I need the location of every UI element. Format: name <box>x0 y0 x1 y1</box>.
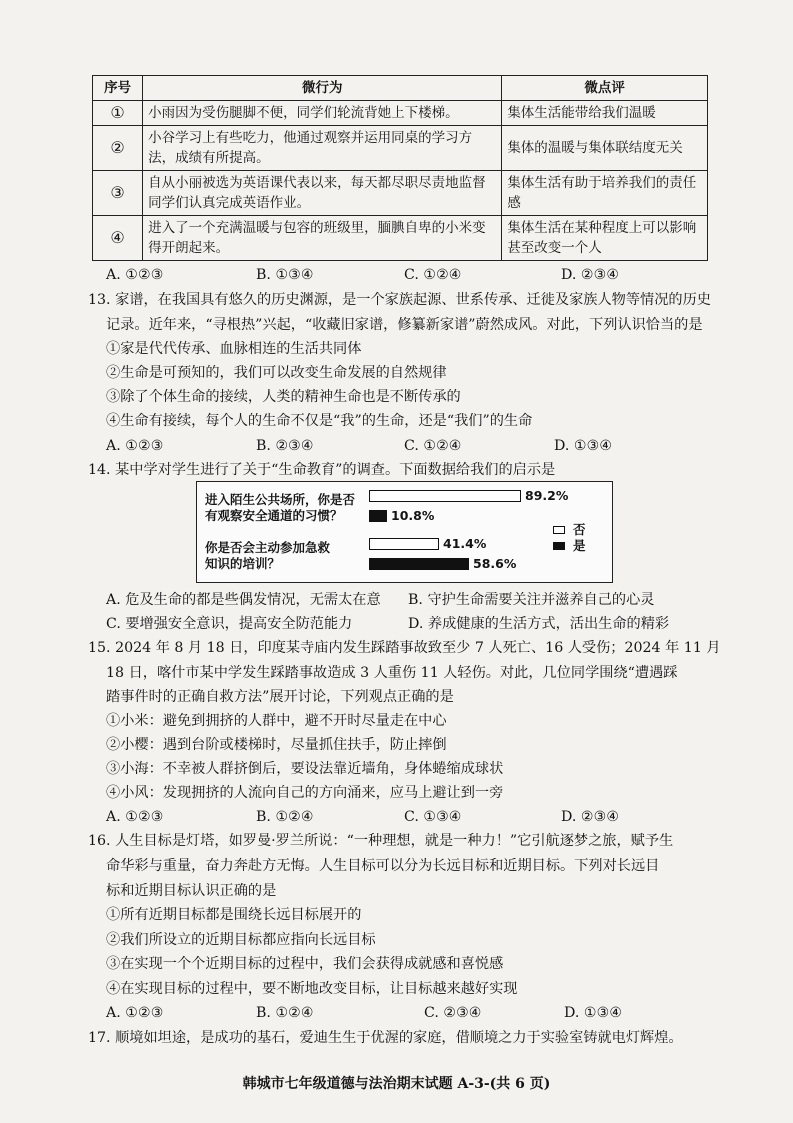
bar-no-q2 <box>369 538 439 550</box>
bar-yes-q1 <box>369 510 387 522</box>
q13-statement-3: ③除了个体生命的接续，人类的精神生命也是不断传承的 <box>106 389 461 405</box>
option-a: A. ①②③ <box>106 267 164 283</box>
q17-stem: 17. 顺境如坦途，是成功的基石，爱迪生生于优渥的家庭，借顺境之力于实验室铸就电灯辉煌。 <box>88 1030 683 1046</box>
row-action: 进入了一个充满温暖与包容的班级里，腼腆自卑的小米变得开朗起来。 <box>143 216 502 261</box>
q14-stem: 14. 某中学对学生进行了关于“生命教育”的调查。下面数据给我们的启示是 <box>88 462 556 478</box>
option-a: A. ①②③ <box>106 809 164 825</box>
q16-stem-line1: 16. 人生目标是灯塔，如罗曼·罗兰所说：“一种理想，就是一种力！”它引航逐梦之旅，赋予生 <box>88 833 674 849</box>
option-a: A. ①②③ <box>106 438 164 454</box>
behavior-table <box>92 75 708 261</box>
q13-statement-4: ④生命有接续，每个人的生命不仅是“我”的生命，还是“我们”的生命 <box>106 413 533 429</box>
option-a: A. ①②③ <box>106 1005 164 1021</box>
q16-statement-1: ①所有近期目标都是围绕长远目标展开的 <box>106 907 362 923</box>
q16-stem-line3: 标和近期目标认识正确的是 <box>106 883 277 899</box>
q13-stem-line1: 13. 家谱，在我国具有悠久的历史渊源，是一个家族起源、世系传承、迁徙及家族人物等情况的历史 <box>88 292 711 308</box>
q15-statement-1: ①小米：避免到拥挤的人群中，避不开时尽量走在中心 <box>106 713 447 729</box>
bar-no-q1 <box>369 490 521 502</box>
table-row <box>93 126 708 171</box>
row-number: ② <box>93 126 143 171</box>
q16-stem-line2: 命华彩与重量，奋力奔赴方无悔。人生目标可以分为长远目标和近期目标。下列对长远目 <box>106 858 660 874</box>
q14-option-c: C. 要增强安全意识，提高安全防范能力 <box>106 616 353 632</box>
chart-category-label <box>205 540 330 572</box>
bar-yes-q2 <box>369 558 469 570</box>
option-c: C. ①②④ <box>404 438 462 454</box>
row-comment: 集体生活有助于培养我们的责任感 <box>502 171 708 216</box>
row-comment: 集体的温暖与集体联结度无关 <box>502 126 708 171</box>
page-footer: 韩城市七年级道德与法治期末试题 A-3-(共 6 页) <box>242 1076 551 1092</box>
option-d: D. ①③④ <box>554 438 613 454</box>
row-action: 自从小丽被选为英语课代表以来，每天都尽职尽责地监督同学们认真完成英语作业。 <box>143 171 502 216</box>
category-line: 进入陌生公共场所，你是否 <box>205 492 356 507</box>
legend-label-yes: 是 <box>573 538 586 553</box>
q15-stem-line1: 15. 2024 年 8 月 18 日，印度某寺庙内发生踩踏事故致至少 7 人死亡、16 人受伤；2024 年 11 月 <box>88 640 721 656</box>
q15-stem-line3: 踏事件时的正确自救方法”展开讨论，下列观点正确的是 <box>106 689 454 705</box>
q16-statement-3: ③在实现一个个近期目标的过程中，我们会获得成就感和喜悦感 <box>106 956 504 972</box>
legend-label-no: 否 <box>573 522 586 537</box>
row-action: 小雨因为受伤腿脚不便，同学们轮流背她上下楼梯。 <box>143 101 502 126</box>
option-b: B. ①③④ <box>256 267 314 283</box>
data-label-yes-q2: 58.6% <box>473 556 517 571</box>
option-c: C. ②③④ <box>424 1005 482 1021</box>
data-label-yes-q1: 10.8% <box>391 508 435 523</box>
q13-stem-line2: 记录。近年来，“寻根热”兴起，“收藏旧家谱，修纂新家谱”蔚然成风。对此，下列认识恰当的是 <box>106 317 703 333</box>
header-action: 微行为 <box>143 76 502 101</box>
row-number: ① <box>93 101 143 126</box>
option-d: D. ②③④ <box>561 267 620 283</box>
q14-option-b: B. 守护生命需要关注并滋养自己的心灵 <box>408 592 655 608</box>
q15-statement-4: ④小风：发现拥挤的人流向自己的方向涌来，应马上避让到一旁 <box>106 785 504 801</box>
row-number: ③ <box>93 171 143 216</box>
q16-statement-4: ④在实现目标的过程中，要不断地改变目标，让目标越来越好实现 <box>106 981 518 997</box>
data-label-no-q1: 89.2% <box>525 488 569 503</box>
q14-option-a: A. 危及生命的都是些偶发情况，无需太在意 <box>106 592 381 608</box>
q16-statement-2: ②我们所设立的近期目标都应指向长远目标 <box>106 932 376 948</box>
table-header-row <box>93 76 708 101</box>
option-d: D. ①③④ <box>564 1005 623 1021</box>
table-row <box>93 216 708 261</box>
q14-option-d: D. 养成健康的生活方式，活出生命的精彩 <box>408 616 670 632</box>
q15-statement-2: ②小樱：遇到台阶或楼梯时，尽量抓住扶手，防止摔倒 <box>106 737 447 753</box>
category-line: 有观察安全通道的习惯？ <box>205 508 343 523</box>
option-b: B. ①②④ <box>256 1005 314 1021</box>
option-d: D. ②③④ <box>561 809 620 825</box>
option-b: B. ②③④ <box>256 438 314 454</box>
option-b: B. ①②④ <box>256 809 314 825</box>
survey-bar-chart <box>196 481 613 583</box>
legend-swatch-yes <box>553 542 565 550</box>
header-number: 序号 <box>93 76 143 101</box>
table-row <box>93 101 708 126</box>
q13-statement-2: ②生命是可预知的，我们可以改变生命发展的自然规律 <box>106 365 447 381</box>
header-comment: 微点评 <box>502 76 708 101</box>
row-action: 小谷学习上有些吃力，他通过观察并运用同桌的学习方法，成绩有所提高。 <box>143 126 502 171</box>
chart-category-label <box>205 492 355 524</box>
row-comment: 集体生活能带给我们温暖 <box>502 101 708 126</box>
q13-statement-1: ①家是代代传承、血脉相连的生活共同体 <box>106 341 362 357</box>
option-c: C. ①③④ <box>404 809 462 825</box>
category-line: 知识的培训？ <box>205 556 281 571</box>
data-label-no-q2: 41.4% <box>443 536 487 551</box>
q15-statement-3: ③小海：不幸被人群挤倒后，要设法靠近墙角，身体蜷缩成球状 <box>106 761 504 777</box>
category-line: 你是否会主动参加急救 <box>205 540 331 555</box>
option-c: C. ①②④ <box>404 267 462 283</box>
q15-stem-line2: 18 日，喀什市某中学发生踩踏事故造成 3 人重伤 11 人轻伤。对此，几位同学围绕“遭遇踩 <box>106 665 678 681</box>
row-number: ④ <box>93 216 143 261</box>
legend-swatch-no <box>553 526 565 534</box>
table-row <box>93 171 708 216</box>
row-comment: 集体生活在某种程度上可以影响甚至改变一个人 <box>502 216 708 261</box>
